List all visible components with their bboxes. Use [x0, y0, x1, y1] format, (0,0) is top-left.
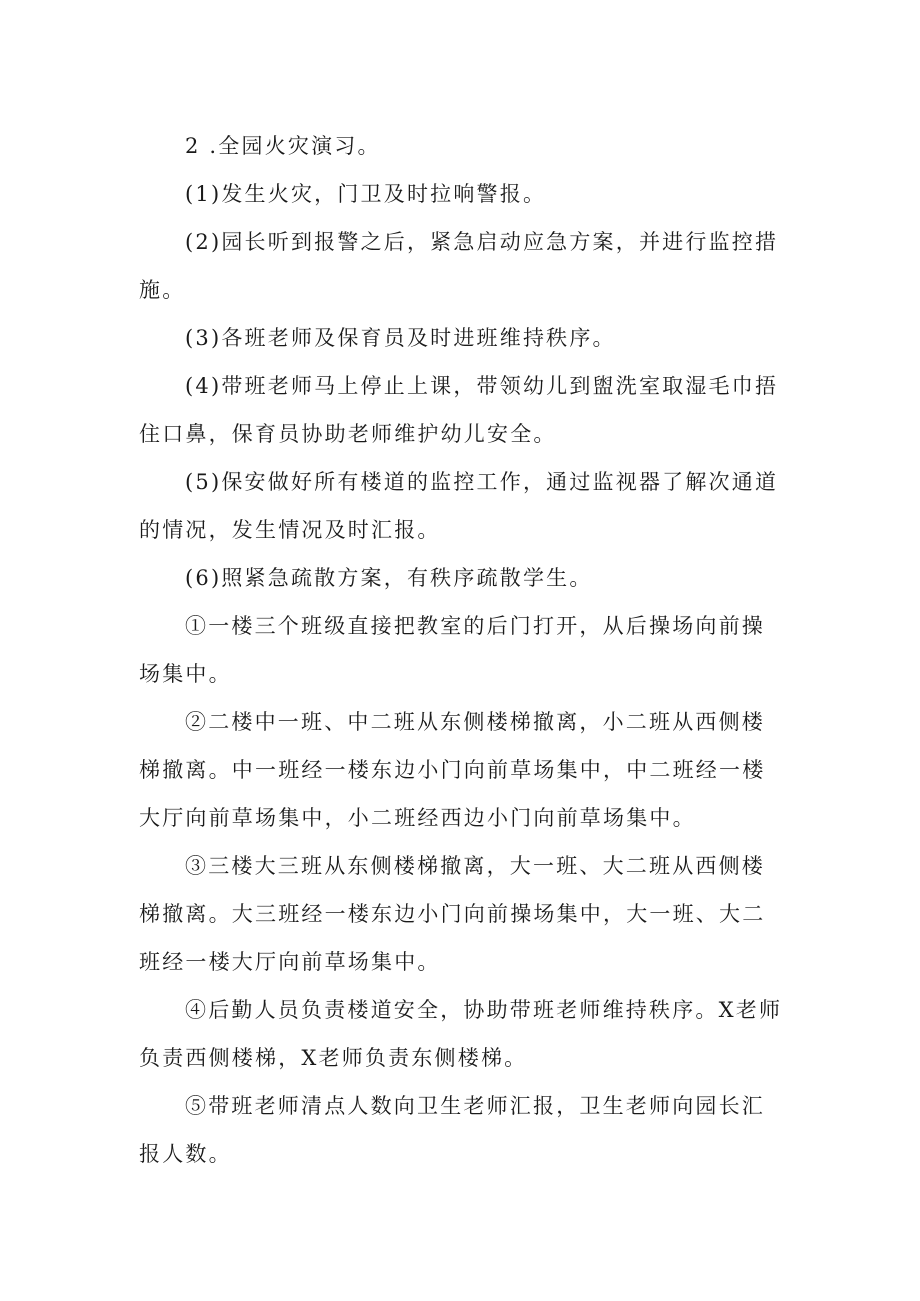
document-body — [139, 122, 787, 1178]
section-heading: 2 .全园火灾演习。 — [185, 134, 381, 158]
paragraph: ④后勤人员负责楼道安全，协助带班老师维持秩序。X老师负责西侧楼梯，X老师负责东侧楼梯。 — [139, 998, 783, 1070]
paragraph: ⑤带班老师清点人数向卫生老师汇报，卫生老师向园长汇报人数。 — [139, 1094, 765, 1166]
paragraph: ①一楼三个班级直接把教室的后门打开，从后操场向前操场集中。 — [139, 614, 765, 686]
paragraph: ③三楼大三班从东侧楼梯撤离，大一班、大二班从西侧楼梯撤离。大三班经一楼东边小门向前操场集中，大一班、大二班经一楼大厅向前草场集中。 — [139, 854, 766, 974]
paragraph: (2)园长听到报警之后，紧急启动应急方案，并进行监控措施。 — [139, 230, 779, 302]
paragraph: (6)照紧急疏散方案，有秩序疏散学生。 — [185, 566, 593, 590]
paragraph: ②二楼中一班、中二班从东侧楼梯撤离，小二班从西侧楼梯撤离。中一班经一楼东边小门向前草场集中，中二班经一楼大厅向前草场集中，小二班经西边小门向前草场集中。 — [139, 710, 766, 830]
paragraph: (3)各班老师及保育员及时进班维持秩序。 — [185, 326, 616, 350]
paragraph: (5)保安做好所有楼道的监控工作，通过监视器了解次通道的情况，发生情况及时汇报。 — [139, 470, 779, 542]
paragraph: (4)带班老师马上停止上课，带领幼儿到盥洗室取湿毛巾捂住口鼻，保育员协助老师维护幼儿安全。 — [139, 374, 779, 446]
paragraph: (1)发生火灾，门卫及时拉响警报。 — [185, 182, 547, 206]
